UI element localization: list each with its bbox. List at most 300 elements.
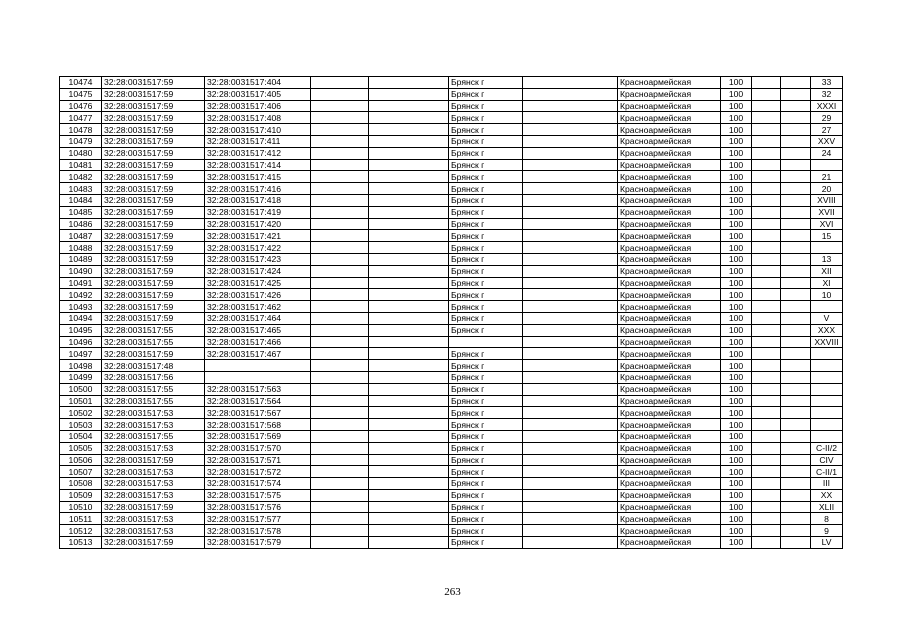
value-cell: 100	[721, 442, 752, 454]
object-cadastral-cell: 32:28:0031517:576	[205, 501, 311, 513]
blank-cell-d	[752, 383, 781, 395]
blank-cell-d	[752, 301, 781, 313]
blank-cell-e	[781, 171, 811, 183]
row-number-cell: 10504	[60, 430, 102, 442]
blank-cell-d	[752, 442, 781, 454]
row-number-cell: 10488	[60, 242, 102, 254]
object-cadastral-cell: 32:28:0031517:412	[205, 147, 311, 159]
city-cell: Брянск г	[449, 230, 523, 242]
blank-cell-e	[781, 147, 811, 159]
house-number-cell	[811, 301, 843, 313]
blank-cell-b	[369, 253, 449, 265]
land-parcel-cadastral-cell: 32:28:0031517:59	[102, 77, 205, 89]
land-parcel-cadastral-cell: 32:28:0031517:59	[102, 218, 205, 230]
blank-cell-e	[781, 242, 811, 254]
blank-cell-a	[311, 419, 369, 431]
house-number-cell	[811, 407, 843, 419]
blank-cell-e	[781, 466, 811, 478]
table-row	[60, 430, 843, 442]
house-number-cell: 27	[811, 124, 843, 136]
land-parcel-cadastral-cell: 32:28:0031517:53	[102, 419, 205, 431]
street-cell: Красноармейская	[618, 489, 721, 501]
blank-cell-a	[311, 265, 369, 277]
house-number-cell: C-II/2	[811, 442, 843, 454]
row-number-cell: 10508	[60, 478, 102, 490]
object-cadastral-cell: 32:28:0031517:420	[205, 218, 311, 230]
land-parcel-cadastral-cell: 32:28:0031517:53	[102, 442, 205, 454]
blank-cell-e	[781, 407, 811, 419]
land-parcel-cadastral-cell: 32:28:0031517:55	[102, 336, 205, 348]
land-parcel-cadastral-cell: 32:28:0031517:59	[102, 100, 205, 112]
row-number-cell: 10485	[60, 206, 102, 218]
house-number-cell: 10	[811, 289, 843, 301]
street-cell: Красноармейская	[618, 383, 721, 395]
blank-cell-e	[781, 324, 811, 336]
table-row	[60, 383, 843, 395]
blank-cell-a	[311, 501, 369, 513]
table-row	[60, 124, 843, 136]
value-cell: 100	[721, 277, 752, 289]
object-cadastral-cell: 32:28:0031517:419	[205, 206, 311, 218]
land-parcel-cadastral-cell: 32:28:0031517:59	[102, 159, 205, 171]
table-row	[60, 407, 843, 419]
house-number-cell	[811, 395, 843, 407]
blank-cell-b	[369, 513, 449, 525]
blank-cell-c	[523, 194, 618, 206]
city-cell: Брянск г	[449, 407, 523, 419]
table-row	[60, 242, 843, 254]
land-parcel-cadastral-cell: 32:28:0031517:55	[102, 324, 205, 336]
house-number-cell: XII	[811, 265, 843, 277]
table-row	[60, 100, 843, 112]
house-number-cell: 13	[811, 253, 843, 265]
table-row	[60, 454, 843, 466]
table-row	[60, 301, 843, 313]
land-parcel-cadastral-cell: 32:28:0031517:59	[102, 206, 205, 218]
blank-cell-d	[752, 324, 781, 336]
city-cell: Брянск г	[449, 159, 523, 171]
blank-cell-d	[752, 230, 781, 242]
blank-cell-d	[752, 124, 781, 136]
blank-cell-e	[781, 525, 811, 537]
land-parcel-cadastral-cell: 32:28:0031517:59	[102, 230, 205, 242]
object-cadastral-cell: 32:28:0031517:406	[205, 100, 311, 112]
city-cell: Брянск г	[449, 124, 523, 136]
blank-cell-a	[311, 183, 369, 195]
street-cell: Красноармейская	[618, 242, 721, 254]
blank-cell-a	[311, 324, 369, 336]
row-number-cell: 10498	[60, 360, 102, 372]
object-cadastral-cell: 32:28:0031517:574	[205, 478, 311, 490]
blank-cell-a	[311, 442, 369, 454]
land-parcel-cadastral-cell: 32:28:0031517:59	[102, 242, 205, 254]
city-cell: Брянск г	[449, 478, 523, 490]
street-cell: Красноармейская	[618, 501, 721, 513]
blank-cell-a	[311, 383, 369, 395]
house-number-cell	[811, 159, 843, 171]
blank-cell-e	[781, 135, 811, 147]
street-cell: Красноармейская	[618, 194, 721, 206]
blank-cell-d	[752, 218, 781, 230]
street-cell: Красноармейская	[618, 466, 721, 478]
house-number-cell	[811, 348, 843, 360]
value-cell: 100	[721, 312, 752, 324]
blank-cell-b	[369, 301, 449, 313]
city-cell: Брянск г	[449, 112, 523, 124]
blank-cell-b	[369, 159, 449, 171]
land-parcel-cadastral-cell: 32:28:0031517:53	[102, 489, 205, 501]
house-number-cell: 8	[811, 513, 843, 525]
table-row	[60, 489, 843, 501]
street-cell: Красноармейская	[618, 230, 721, 242]
value-cell: 100	[721, 537, 752, 549]
value-cell: 100	[721, 525, 752, 537]
street-cell: Красноармейская	[618, 124, 721, 136]
value-cell: 100	[721, 183, 752, 195]
blank-cell-a	[311, 336, 369, 348]
table-row	[60, 348, 843, 360]
table-row	[60, 478, 843, 490]
blank-cell-a	[311, 301, 369, 313]
blank-cell-b	[369, 407, 449, 419]
table-row	[60, 159, 843, 171]
blank-cell-b	[369, 348, 449, 360]
blank-cell-c	[523, 478, 618, 490]
table-row	[60, 324, 843, 336]
blank-cell-a	[311, 360, 369, 372]
row-number-cell: 10486	[60, 218, 102, 230]
row-number-cell: 10492	[60, 289, 102, 301]
blank-cell-b	[369, 501, 449, 513]
value-cell: 100	[721, 407, 752, 419]
value-cell: 100	[721, 112, 752, 124]
value-cell: 100	[721, 265, 752, 277]
street-cell: Красноармейская	[618, 289, 721, 301]
blank-cell-a	[311, 194, 369, 206]
value-cell: 100	[721, 371, 752, 383]
blank-cell-e	[781, 159, 811, 171]
value-cell: 100	[721, 383, 752, 395]
value-cell: 100	[721, 100, 752, 112]
row-number-cell: 10506	[60, 454, 102, 466]
blank-cell-b	[369, 218, 449, 230]
value-cell: 100	[721, 88, 752, 100]
blank-cell-a	[311, 478, 369, 490]
object-cadastral-cell: 32:28:0031517:416	[205, 183, 311, 195]
house-number-cell	[811, 371, 843, 383]
house-number-cell: 20	[811, 183, 843, 195]
row-number-cell: 10509	[60, 489, 102, 501]
value-cell: 100	[721, 336, 752, 348]
row-number-cell: 10477	[60, 112, 102, 124]
street-cell: Красноармейская	[618, 265, 721, 277]
value-cell: 100	[721, 360, 752, 372]
blank-cell-c	[523, 383, 618, 395]
blank-cell-b	[369, 242, 449, 254]
object-cadastral-cell: 32:28:0031517:421	[205, 230, 311, 242]
value-cell: 100	[721, 430, 752, 442]
street-cell: Красноармейская	[618, 395, 721, 407]
blank-cell-c	[523, 525, 618, 537]
house-number-cell: XXV	[811, 135, 843, 147]
blank-cell-d	[752, 525, 781, 537]
blank-cell-d	[752, 159, 781, 171]
land-parcel-cadastral-cell: 32:28:0031517:59	[102, 277, 205, 289]
object-cadastral-cell: 32:28:0031517:411	[205, 135, 311, 147]
blank-cell-c	[523, 124, 618, 136]
blank-cell-e	[781, 501, 811, 513]
house-number-cell: XXXI	[811, 100, 843, 112]
house-number-cell: 32	[811, 88, 843, 100]
city-cell: Брянск г	[449, 147, 523, 159]
blank-cell-e	[781, 454, 811, 466]
blank-cell-b	[369, 88, 449, 100]
blank-cell-a	[311, 525, 369, 537]
blank-cell-e	[781, 336, 811, 348]
house-number-cell: 15	[811, 230, 843, 242]
row-number-cell: 10493	[60, 301, 102, 313]
object-cadastral-cell	[205, 371, 311, 383]
table-row	[60, 135, 843, 147]
value-cell: 100	[721, 513, 752, 525]
city-cell: Брянск г	[449, 242, 523, 254]
blank-cell-b	[369, 489, 449, 501]
street-cell: Красноармейская	[618, 301, 721, 313]
object-cadastral-cell: 32:28:0031517:423	[205, 253, 311, 265]
table-row	[60, 88, 843, 100]
blank-cell-c	[523, 265, 618, 277]
blank-cell-e	[781, 206, 811, 218]
blank-cell-c	[523, 183, 618, 195]
object-cadastral-cell: 32:28:0031517:426	[205, 289, 311, 301]
blank-cell-b	[369, 112, 449, 124]
object-cadastral-cell: 32:28:0031517:404	[205, 77, 311, 89]
row-number-cell: 10513	[60, 537, 102, 549]
street-cell: Красноармейская	[618, 419, 721, 431]
value-cell: 100	[721, 289, 752, 301]
land-parcel-cadastral-cell: 32:28:0031517:59	[102, 454, 205, 466]
house-number-cell: XX	[811, 489, 843, 501]
object-cadastral-cell: 32:28:0031517:575	[205, 489, 311, 501]
table-row	[60, 395, 843, 407]
street-cell: Красноармейская	[618, 218, 721, 230]
table-row	[60, 147, 843, 159]
table-row	[60, 525, 843, 537]
city-cell: Брянск г	[449, 88, 523, 100]
blank-cell-c	[523, 489, 618, 501]
blank-cell-c	[523, 88, 618, 100]
blank-cell-a	[311, 112, 369, 124]
object-cadastral-cell: 32:28:0031517:405	[205, 88, 311, 100]
street-cell: Красноармейская	[618, 324, 721, 336]
value-cell: 100	[721, 466, 752, 478]
object-cadastral-cell: 32:28:0031517:410	[205, 124, 311, 136]
land-parcel-cadastral-cell: 32:28:0031517:59	[102, 112, 205, 124]
value-cell: 100	[721, 478, 752, 490]
city-cell: Брянск г	[449, 218, 523, 230]
blank-cell-c	[523, 301, 618, 313]
blank-cell-a	[311, 537, 369, 549]
blank-cell-b	[369, 430, 449, 442]
value-cell: 100	[721, 489, 752, 501]
row-number-cell: 10510	[60, 501, 102, 513]
blank-cell-c	[523, 395, 618, 407]
value-cell: 100	[721, 253, 752, 265]
street-cell: Красноармейская	[618, 77, 721, 89]
blank-cell-b	[369, 395, 449, 407]
table-body	[60, 77, 843, 549]
blank-cell-b	[369, 135, 449, 147]
city-cell: Брянск г	[449, 348, 523, 360]
blank-cell-c	[523, 253, 618, 265]
blank-cell-a	[311, 230, 369, 242]
land-parcel-cadastral-cell: 32:28:0031517:59	[102, 301, 205, 313]
blank-cell-c	[523, 147, 618, 159]
city-cell: Брянск г	[449, 253, 523, 265]
value-cell: 100	[721, 395, 752, 407]
value-cell: 100	[721, 348, 752, 360]
blank-cell-b	[369, 371, 449, 383]
blank-cell-d	[752, 336, 781, 348]
blank-cell-d	[752, 277, 781, 289]
row-number-cell: 10483	[60, 183, 102, 195]
land-parcel-cadastral-cell: 32:28:0031517:59	[102, 501, 205, 513]
blank-cell-c	[523, 218, 618, 230]
blank-cell-e	[781, 537, 811, 549]
land-parcel-cadastral-cell: 32:28:0031517:53	[102, 525, 205, 537]
land-parcel-cadastral-cell: 32:28:0031517:55	[102, 383, 205, 395]
value-cell: 100	[721, 77, 752, 89]
value-cell: 100	[721, 501, 752, 513]
object-cadastral-cell: 32:28:0031517:577	[205, 513, 311, 525]
city-cell: Брянск г	[449, 466, 523, 478]
blank-cell-d	[752, 419, 781, 431]
house-number-cell: XXVIII	[811, 336, 843, 348]
city-cell: Брянск г	[449, 206, 523, 218]
city-cell: Брянск г	[449, 371, 523, 383]
row-number-cell: 10478	[60, 124, 102, 136]
city-cell: Брянск г	[449, 430, 523, 442]
row-number-cell: 10480	[60, 147, 102, 159]
object-cadastral-cell: 32:28:0031517:464	[205, 312, 311, 324]
blank-cell-b	[369, 324, 449, 336]
blank-cell-a	[311, 159, 369, 171]
value-cell: 100	[721, 206, 752, 218]
blank-cell-d	[752, 194, 781, 206]
value-cell: 100	[721, 454, 752, 466]
blank-cell-c	[523, 77, 618, 89]
blank-cell-c	[523, 135, 618, 147]
city-cell: Брянск г	[449, 383, 523, 395]
table-row	[60, 289, 843, 301]
city-cell: Брянск г	[449, 513, 523, 525]
blank-cell-d	[752, 253, 781, 265]
object-cadastral-cell: 32:28:0031517:408	[205, 112, 311, 124]
blank-cell-c	[523, 360, 618, 372]
blank-cell-b	[369, 265, 449, 277]
land-parcel-cadastral-cell: 32:28:0031517:56	[102, 371, 205, 383]
blank-cell-c	[523, 348, 618, 360]
row-number-cell: 10507	[60, 466, 102, 478]
table-row	[60, 206, 843, 218]
object-cadastral-cell: 32:28:0031517:568	[205, 419, 311, 431]
blank-cell-c	[523, 230, 618, 242]
city-cell: Брянск г	[449, 194, 523, 206]
table-row	[60, 194, 843, 206]
land-parcel-cadastral-cell: 32:28:0031517:59	[102, 171, 205, 183]
blank-cell-c	[523, 324, 618, 336]
blank-cell-a	[311, 454, 369, 466]
blank-cell-c	[523, 206, 618, 218]
blank-cell-d	[752, 489, 781, 501]
blank-cell-c	[523, 312, 618, 324]
land-parcel-cadastral-cell: 32:28:0031517:53	[102, 478, 205, 490]
blank-cell-d	[752, 312, 781, 324]
row-number-cell: 10499	[60, 371, 102, 383]
city-cell: Брянск г	[449, 537, 523, 549]
land-parcel-cadastral-cell: 32:28:0031517:59	[102, 253, 205, 265]
row-number-cell: 10503	[60, 419, 102, 431]
blank-cell-e	[781, 77, 811, 89]
blank-cell-a	[311, 348, 369, 360]
row-number-cell: 10481	[60, 159, 102, 171]
house-number-cell: XVIII	[811, 194, 843, 206]
blank-cell-b	[369, 230, 449, 242]
table-row	[60, 513, 843, 525]
blank-cell-c	[523, 430, 618, 442]
blank-cell-b	[369, 206, 449, 218]
row-number-cell: 10496	[60, 336, 102, 348]
value-cell: 100	[721, 147, 752, 159]
row-number-cell: 10505	[60, 442, 102, 454]
object-cadastral-cell: 32:28:0031517:414	[205, 159, 311, 171]
blank-cell-d	[752, 77, 781, 89]
row-number-cell: 10489	[60, 253, 102, 265]
blank-cell-a	[311, 312, 369, 324]
street-cell: Красноармейская	[618, 360, 721, 372]
blank-cell-a	[311, 253, 369, 265]
row-number-cell: 10502	[60, 407, 102, 419]
value-cell: 100	[721, 301, 752, 313]
table-row	[60, 466, 843, 478]
blank-cell-d	[752, 466, 781, 478]
blank-cell-e	[781, 360, 811, 372]
object-cadastral-cell: 32:28:0031517:418	[205, 194, 311, 206]
street-cell: Красноармейская	[618, 112, 721, 124]
city-cell: Брянск г	[449, 183, 523, 195]
object-cadastral-cell: 32:28:0031517:570	[205, 442, 311, 454]
blank-cell-c	[523, 454, 618, 466]
blank-cell-e	[781, 383, 811, 395]
street-cell: Красноармейская	[618, 159, 721, 171]
blank-cell-e	[781, 183, 811, 195]
blank-cell-b	[369, 171, 449, 183]
object-cadastral-cell: 32:28:0031517:424	[205, 265, 311, 277]
object-cadastral-cell: 32:28:0031517:563	[205, 383, 311, 395]
blank-cell-c	[523, 407, 618, 419]
row-number-cell: 10474	[60, 77, 102, 89]
blank-cell-e	[781, 430, 811, 442]
blank-cell-a	[311, 466, 369, 478]
house-number-cell: XVI	[811, 218, 843, 230]
value-cell: 100	[721, 230, 752, 242]
blank-cell-b	[369, 147, 449, 159]
city-cell: Брянск г	[449, 171, 523, 183]
city-cell	[449, 336, 523, 348]
row-number-cell: 10494	[60, 312, 102, 324]
house-number-cell: 24	[811, 147, 843, 159]
blank-cell-d	[752, 430, 781, 442]
